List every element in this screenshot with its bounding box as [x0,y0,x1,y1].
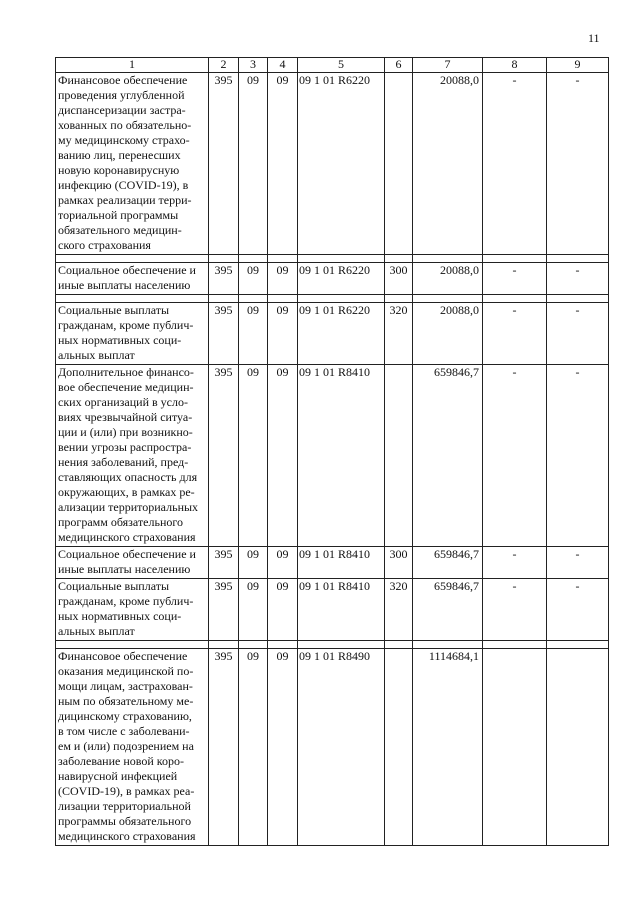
cell-section: 09 [239,579,268,641]
row-name: Дополнительное финансо- вое обеспечение медицин- ских организаций в усло- виях чрезвычайной ситуа- ции и (или) при возникно- вении угрозы распростра- нения заболеваний, пред- ставляющих опасность для окружающих, в рамках ре- ализации территориальных программ обязательного медицинского страхования [56,365,209,547]
cell-subsection: 09 [268,579,298,641]
cell-section: 09 [239,303,268,365]
cell-col9: - [547,73,609,255]
cell-target-article: 09 1 01 R8410 [298,579,385,641]
cell-target-article: 09 1 01 R6220 [298,73,385,255]
cell-col8: - [483,73,547,255]
cell-amount: 20088,0 [413,263,483,295]
cell-code: 395 [209,579,239,641]
cell-target-article: 09 1 01 R8410 [298,547,385,579]
cell-amount: 20088,0 [413,303,483,365]
row-spacer [56,255,609,263]
column-header: 2 [209,58,239,73]
cell-subsection: 09 [268,303,298,365]
cell-expense-type: 320 [385,579,413,641]
cell-amount: 1114684,1 [413,649,483,846]
cell-code: 395 [209,263,239,295]
cell-section: 09 [239,263,268,295]
cell-expense-type: 300 [385,547,413,579]
row-name: Социальное обеспечение и иные выплаты населению [56,547,209,579]
cell-col8: - [483,263,547,295]
cell-code: 395 [209,547,239,579]
table-header [56,58,609,73]
row-name: Социальные выплаты гражданам, кроме публич- ных нормативных соци- альных выплат [56,579,209,641]
table-row [56,303,609,365]
table-row [56,365,609,547]
cell-code: 395 [209,649,239,846]
row-name: Социальные выплаты гражданам, кроме публич- ных нормативных соци- альных выплат [56,303,209,365]
cell-col8 [483,649,547,846]
cell-col8: - [483,579,547,641]
row-spacer [56,295,609,303]
cell-expense-type [385,649,413,846]
cell-target-article: 09 1 01 R8490 [298,649,385,846]
cell-col9: - [547,365,609,547]
cell-col8: - [483,303,547,365]
cell-code: 395 [209,73,239,255]
column-header: 4 [268,58,298,73]
page-number: 11 [588,31,600,45]
cell-section: 09 [239,365,268,547]
cell-amount: 20088,0 [413,73,483,255]
cell-expense-type [385,73,413,255]
column-header: 3 [239,58,268,73]
cell-subsection: 09 [268,547,298,579]
cell-section: 09 [239,547,268,579]
cell-subsection: 09 [268,263,298,295]
row-spacer [56,641,609,649]
column-header: 7 [413,58,483,73]
column-header: 5 [298,58,385,73]
column-header: 1 [56,58,209,73]
cell-subsection: 09 [268,365,298,547]
cell-target-article: 09 1 01 R8410 [298,365,385,547]
column-header: 6 [385,58,413,73]
cell-col9: - [547,303,609,365]
table-row [56,579,609,641]
cell-target-article: 09 1 01 R6220 [298,303,385,365]
cell-amount: 659846,7 [413,579,483,641]
cell-expense-type [385,365,413,547]
cell-subsection: 09 [268,649,298,846]
column-header: 8 [483,58,547,73]
table-row [56,73,609,255]
cell-target-article: 09 1 01 R6220 [298,263,385,295]
cell-section: 09 [239,649,268,846]
cell-expense-type: 300 [385,263,413,295]
cell-subsection: 09 [268,73,298,255]
column-header: 9 [547,58,609,73]
cell-col8: - [483,547,547,579]
cell-expense-type: 320 [385,303,413,365]
cell-col9: - [547,263,609,295]
table-row [56,649,609,846]
row-name: Социальное обеспечение и иные выплаты населению [56,263,209,295]
cell-col9 [547,649,609,846]
cell-code: 395 [209,365,239,547]
table-row [56,547,609,579]
cell-section: 09 [239,73,268,255]
row-name: Финансовое обеспечение проведения углубленной диспансеризации застра- хованных по обязательно- му медицинскому страхо- ванию лиц, перенесших новую коронавирусную инфекцию (COVID-19), в рамках реализации терри- ториальной программы обязательного медицин- ского страхования [56,73,209,255]
cell-col9: - [547,579,609,641]
cell-col9: - [547,547,609,579]
cell-amount: 659846,7 [413,547,483,579]
budget-table [55,57,609,846]
table-row [56,263,609,295]
cell-amount: 659846,7 [413,365,483,547]
cell-col8: - [483,365,547,547]
cell-code: 395 [209,303,239,365]
row-name: Финансовое обеспечение оказания медицинской по- мощи лицам, застрахован- ным по обязательному ме- дицинскому страхованию, в том числе с заболевани- ем и (или) подозрением на заболевание новой коро- навирусной инфекцией (COVID-19), в рамках реа- лизации территориальной программы обязательного медицинского страхования [56,649,209,846]
